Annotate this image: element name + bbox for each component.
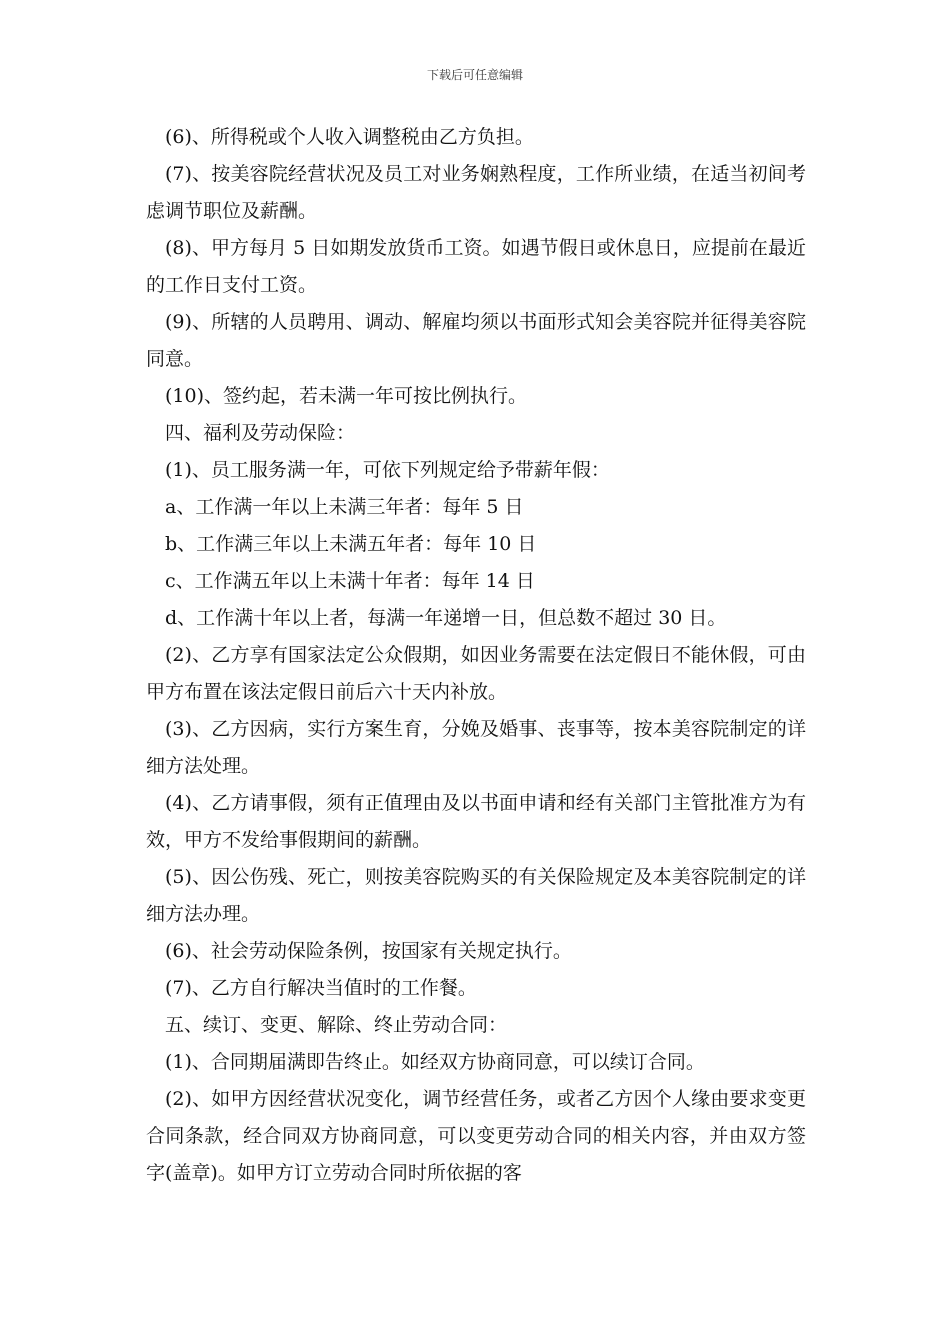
paragraph: (3)、乙方因病，实行方案生育，分娩及婚事、丧事等，按本美容院制定的详细方法处理。 — [146, 718, 806, 777]
list-item: c、工作满五年以上未满十年者：每年 14 日 — [165, 570, 535, 592]
paragraph: (6)、所得税或个人收入调整税由乙方负担。 — [165, 126, 534, 148]
paragraph: (2)、如甲方因经营状况变化，调节经营任务，或者乙方因个人缘由要求变更合同条款，经合同双方协商同意，可以变更劳动合同的相关内容，并由双方签字(盖章)。如甲方订立劳动合同时所依据的客 — [146, 1088, 806, 1184]
paragraph: (10)、签约起，若未满一年可按比例执行。 — [165, 385, 528, 407]
list-item: b、工作满三年以上未满五年者：每年 10 日 — [165, 533, 537, 555]
paragraph: (6)、社会劳动保险条例，按国家有关规定执行。 — [165, 940, 572, 962]
paragraph: (1)、合同期届满即告终止。如经双方协商同意，可以续订合同。 — [165, 1051, 705, 1073]
section-heading: 四、福利及劳动保险： — [165, 422, 356, 444]
document-body — [146, 119, 806, 1192]
paragraph: (5)、因公伤残、死亡，则按美容院购买的有关保险规定及本美容院制定的详细方法办理。 — [146, 866, 806, 925]
paragraph: (1)、员工服务满一年，可依下列规定给予带薪年假： — [165, 459, 610, 481]
list-item: d、工作满十年以上者，每满一年递增一日，但总数不超过 30 日。 — [165, 607, 727, 629]
paragraph: (8)、甲方每月 5 日如期发放货币工资。如遇节假日或休息日，应提前在最近的工作日支付工资。 — [146, 237, 806, 296]
paragraph: (7)、乙方自行解决当值时的工作餐。 — [165, 977, 477, 999]
page-header: 下载后可任意编辑 — [426, 68, 523, 82]
list-item: a、工作满一年以上未满三年者：每年 5 日 — [165, 496, 524, 518]
paragraph: (2)、乙方享有国家法定公众假期，如因业务需要在法定假日不能休假，可由甲方布置在该法定假日前后六十天内补放。 — [146, 644, 806, 703]
paragraph: (7)、按美容院经营状况及员工对业务娴熟程度，工作所业绩，在适当初间考虑调节职位及薪酬。 — [146, 163, 806, 222]
paragraph: (4)、乙方请事假，须有正值理由及以书面申请和经有关部门主管批准方为有效，甲方不发给事假期间的薪酬。 — [146, 792, 806, 851]
paragraph: (9)、所辖的人员聘用、调动、解雇均须以书面形式知会美容院并征得美容院同意。 — [146, 311, 806, 370]
section-heading: 五、续订、变更、解除、终止劳动合同： — [165, 1014, 508, 1036]
